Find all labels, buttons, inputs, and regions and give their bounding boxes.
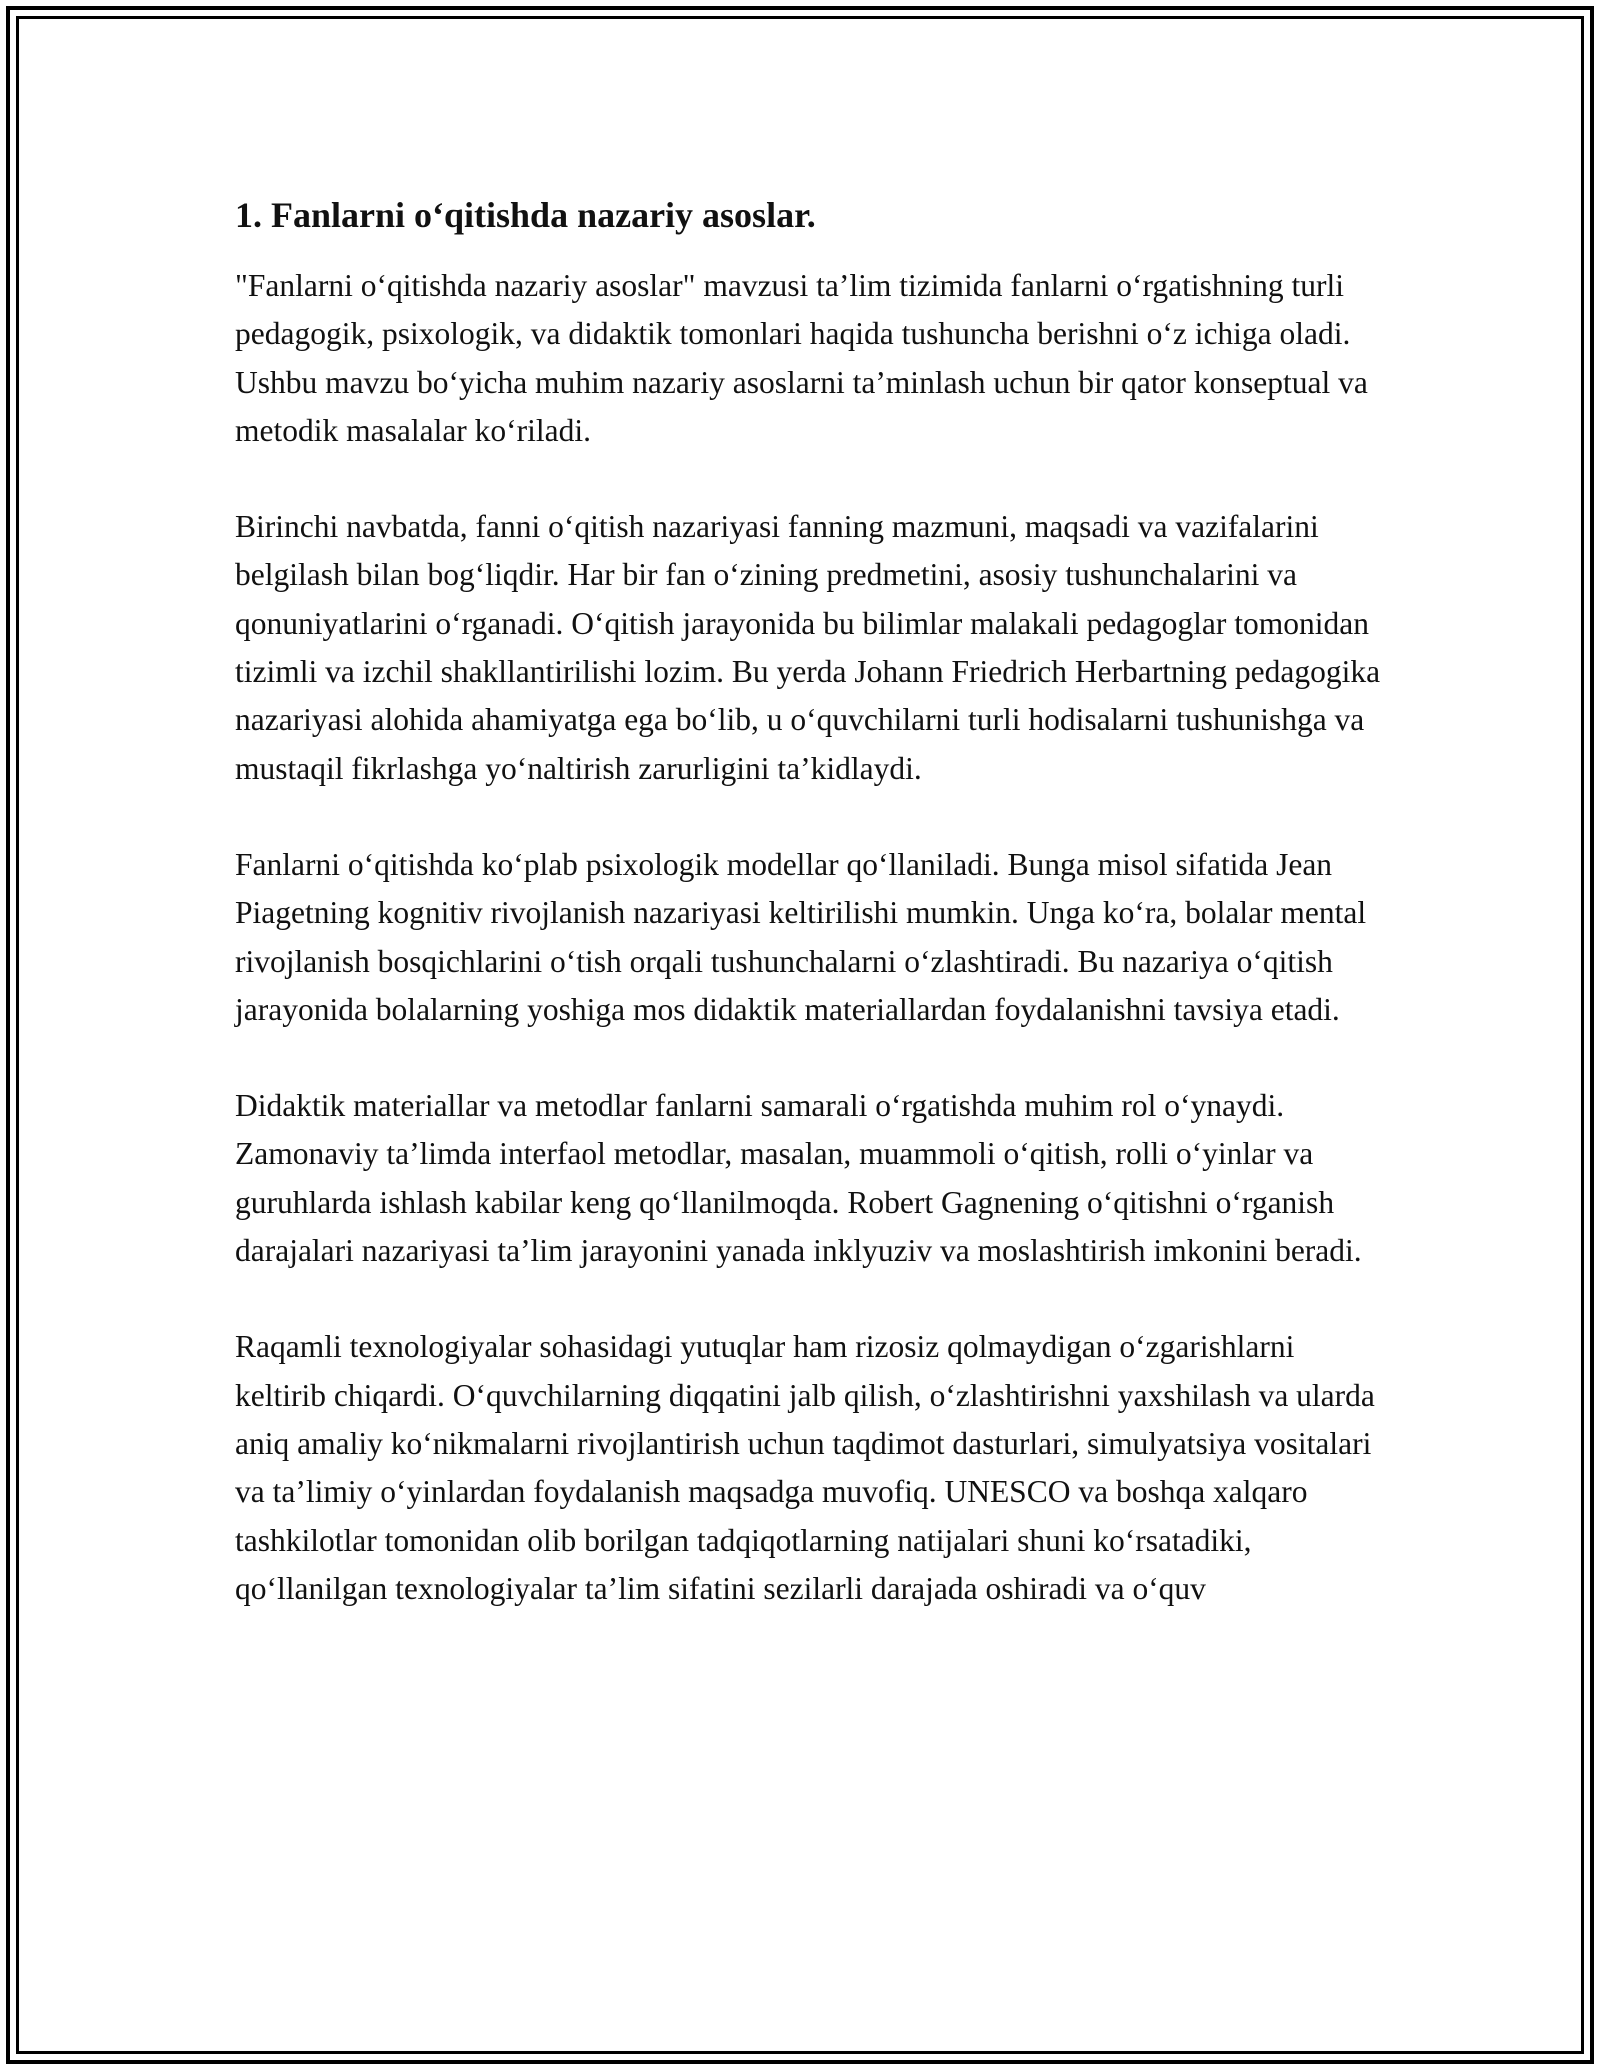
section-heading: 1. Fanlarni o‘qitishda nazariy asoslar.: [235, 195, 816, 235]
paragraph-herbart: Birinchi navbatda, fanni o‘qitish nazariyasi fanning mazmuni, maqsadi va vazifalarini belgilash bilan bog‘liqdir. Har bir fan o‘zining predmetini, asosiy tushunchalarini va qonuniyatlarini o‘rganadi. O‘qitish jarayonida bu bilimlar malakali pedagoglar tomonidan tizimli va izchil shakllantirilishi lozim. Bu yerda Johann Friedrich Herbartning pedagogika nazariyasi alohida ahamiyatga ega bo‘lib, u o‘quvchilarni turli hodisalarni tushunishga va mustaqil fikrlashga yo‘naltirish zarurligini ta’kidlaydi.: [235, 509, 1381, 786]
paragraph-didactic-methods: Didaktik materiallar va metodlar fanlarni samarali o‘rgatishda muhim rol o‘ynaydi. Zamonaviy ta’limda interfaol metodlar, masalan, muammoli o‘qitish, rolli o‘yinlar va guruhlarda ishlash kabilar keng qo‘llanilmoqda. Robert Gagnening o‘qitishni o‘rganish darajalari nazariyasi ta’lim jarayonini yanada inklyuziv va moslashtirish imkonini beradi.: [235, 1088, 1362, 1269]
document-body: [235, 190, 1385, 1661]
paragraph-piaget: Fanlarni o‘qitishda ko‘plab psixologik modellar qo‘llaniladi. Bunga misol sifatida Jean Piagetning kognitiv rivojlanish nazariyasi keltirilishi mumkin. Unga ko‘ra, bolalar mental rivojlanish bosqichlarini o‘tish orqali tushunchalarni o‘zlashtiradi. Bu nazariya o‘qitish jarayonida bolalarning yoshiga mos didaktik materiallardan foydalanishni tavsiya etadi.: [235, 846, 1367, 1027]
paragraph-intro: "Fanlarni o‘qitishda nazariy asoslar" mavzusi ta’lim tizimida fanlarni o‘rgatishning turli pedagogik, psixologik, va didaktik tomonlari haqida tushuncha berishni o‘z ichiga oladi. Ushbu mavzu bo‘yicha muhim nazariy asoslarni ta’minlash uchun bir qator konseptual va metodik masalalar ko‘riladi.: [235, 268, 1368, 448]
paragraph-digital-technologies: Raqamli texnologiyalar sohasidagi yutuqlar ham rizosiz qolmaydigan o‘zgarishlarni keltirib chiqardi. O‘quvchilarning diqqatini jalb qilish, o‘zlashtirishni yaxshilash va ularda aniq amaliy ko‘nikmalarni rivojlantirish uchun taqdimot dasturlari, simulyatsiya vositalari va ta’limiy o‘yinlardan foydalanish maqsadga muvofiq. UNESCO va boshqa xalqaro tashkilotlar tomonidan olib borilgan tadqiqotlarning natijalari shuni ko‘rsatadiki, qo‘llanilgan texnologiyalar ta’lim sifatini sezilarli darajada oshiradi va o‘quv: [235, 1329, 1375, 1606]
